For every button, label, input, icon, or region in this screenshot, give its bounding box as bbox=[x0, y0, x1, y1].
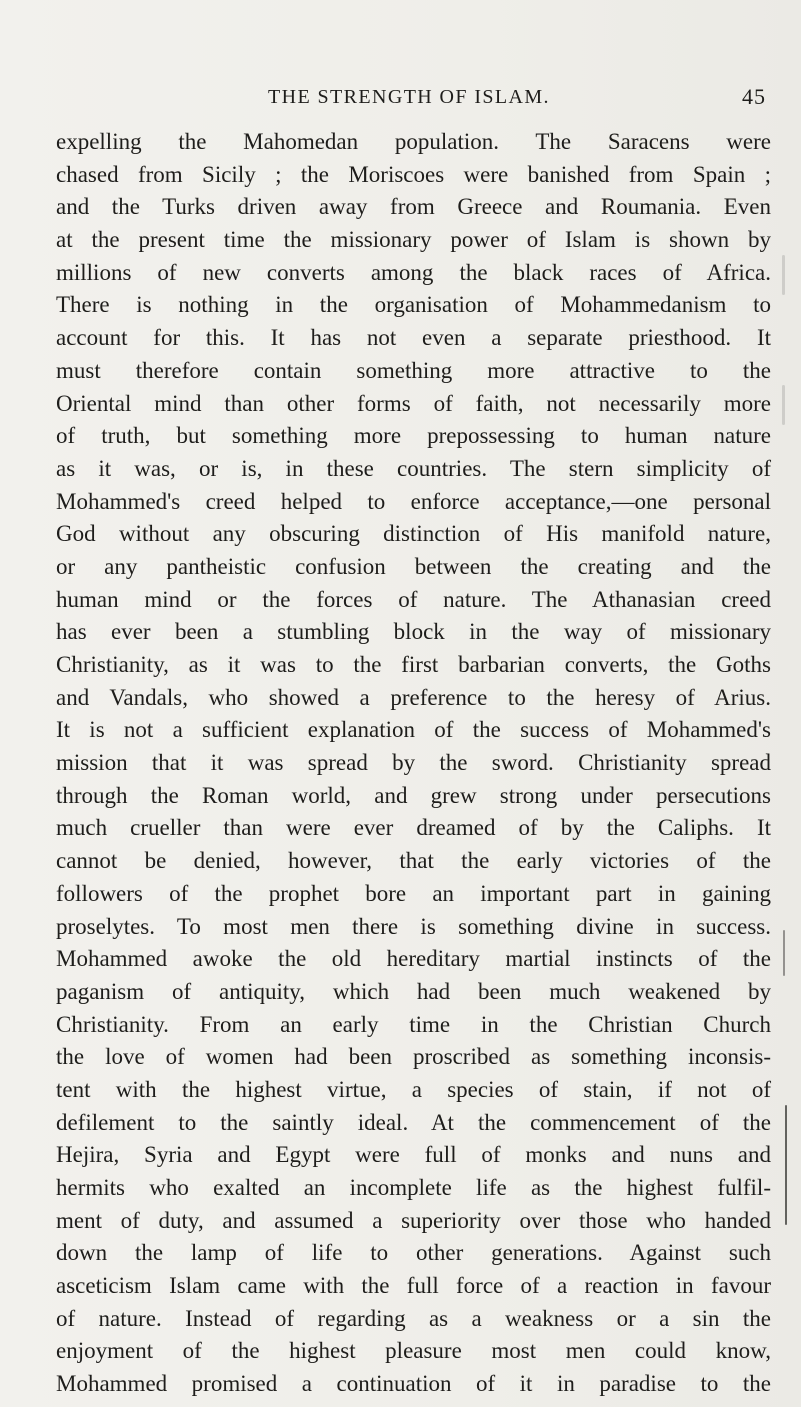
text-line: of truth, but something more prepossessing to human nature bbox=[56, 423, 771, 449]
text-line: through the Roman world, and grew strong under persecutions bbox=[56, 782, 771, 808]
text-line: cannot be denied, however, that the early victories of the bbox=[56, 848, 771, 874]
text-line: Hejira, Syria and Egypt were full of monks and nuns and bbox=[56, 1142, 771, 1168]
margin-mark bbox=[782, 385, 785, 425]
body-text bbox=[56, 126, 771, 1401]
page-number: 45 bbox=[742, 84, 766, 109]
text-line: proselytes. To most men there is something divine in success. bbox=[56, 913, 771, 939]
text-line: Mohammed's creed helped to enforce acceptance,—one personal bbox=[56, 488, 771, 514]
text-line: at the present time the missionary power of Islam is shown by bbox=[56, 227, 771, 253]
text-line: or any pantheistic confusion between the creating and the bbox=[56, 553, 771, 579]
text-line: Mohammed promised a continuation of it in paradise to the bbox=[56, 1371, 771, 1397]
text-line: It is not a sufficient explanation of the success of Mohammed's bbox=[56, 717, 771, 743]
running-head: THE STRENGTH OF ISLAM. bbox=[268, 86, 550, 108]
text-line: enjoyment of the highest pleasure most men could know, bbox=[56, 1338, 771, 1364]
text-line: account for this. It has not even a separate priesthood. It bbox=[56, 325, 771, 351]
text-line: mission that it was spread by the sword. Christianity spread bbox=[56, 750, 771, 776]
text-line: tent with the highest virtue, a species of stain, if not of bbox=[56, 1076, 771, 1102]
text-line: There is nothing in the organisation of Mohammedanism to bbox=[56, 292, 771, 318]
text-line: and Vandals, who showed a preference to the heresy of Arius. bbox=[56, 684, 771, 710]
text-line: asceticism Islam came with the full force of a reaction in favour bbox=[56, 1273, 771, 1299]
text-line: human mind or the forces of nature. The Athanasian creed bbox=[56, 586, 771, 612]
text-line: down the lamp of life to other generations. Against such bbox=[56, 1240, 771, 1266]
text-line: hermits who exalted an incomplete life as the highest fulfil- bbox=[56, 1175, 771, 1200]
text-line: much crueller than were ever dreamed of by the Caliphs. It bbox=[56, 815, 771, 841]
text-line: chased from Sicily ; the Moriscoes were banished from Spain ; bbox=[56, 161, 771, 187]
text-line: has ever been a stumbling block in the way of missionary bbox=[56, 619, 771, 645]
margin-mark bbox=[783, 930, 785, 976]
text-line: expelling the Mahomedan population. The Saracens were bbox=[56, 129, 771, 154]
text-line: ment of duty, and assumed a superiority over those who handed bbox=[56, 1207, 771, 1233]
text-line: Christianity, as it was to the first barbarian converts, the Goths bbox=[56, 652, 771, 677]
text-line: defilement to the saintly ideal. At the commencement of the bbox=[56, 1109, 771, 1135]
text-line: God without any obscuring distinction of His manifold nature, bbox=[56, 521, 771, 547]
margin-mark bbox=[782, 255, 785, 295]
margin-mark bbox=[785, 1105, 787, 1225]
page-header bbox=[56, 86, 772, 116]
text-line: the love of women had been proscribed as something inconsis- bbox=[56, 1044, 771, 1070]
text-line: paganism of antiquity, which had been much weakened by bbox=[56, 978, 771, 1004]
text-line: must therefore contain something more attractive to the bbox=[56, 357, 771, 383]
text-line: Oriental mind than other forms of faith, not necessarily more bbox=[56, 390, 771, 416]
text-line: Christianity. From an early time in the Christian Church bbox=[56, 1011, 771, 1037]
text-line: as it was, or is, in these countries. The stern simplicity of bbox=[56, 455, 771, 481]
text-line: of nature. Instead of regarding as a weakness or a sin the bbox=[56, 1305, 771, 1331]
text-line: millions of new converts among the black races of Africa. bbox=[56, 259, 771, 285]
text-line: followers of the prophet bore an important part in gaining bbox=[56, 880, 771, 906]
text-line: Mohammed awoke the old hereditary martial instincts of the bbox=[56, 946, 771, 972]
text-line: and the Turks driven away from Greece and Roumania. Even bbox=[56, 194, 771, 220]
